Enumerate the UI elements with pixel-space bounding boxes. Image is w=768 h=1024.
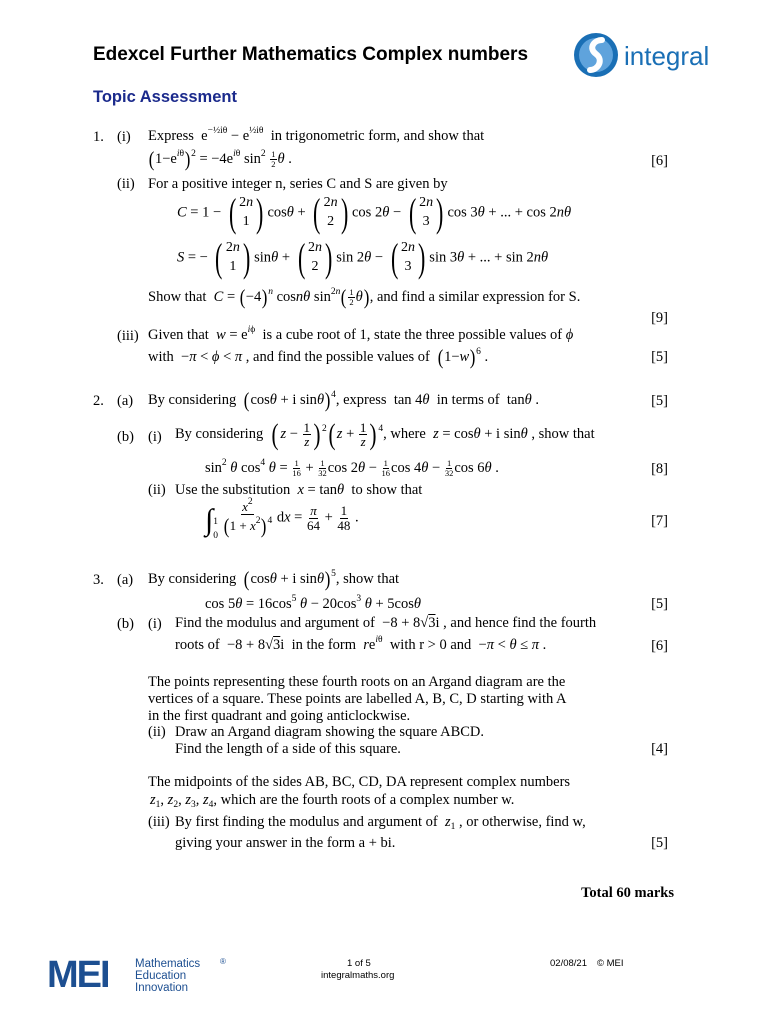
- q1-i-formula: $(1-e^{i\theta})^2 = -4e^{i\theta}$ $\sin^2$ $\frac{1}{2}$ θ .: [148, 147, 292, 171]
- q3-b-para2-line2: $z_1$, $z_2$, $z_3$, $z_4$, which are the fourth roots of a complex number w.: [150, 792, 515, 810]
- q2-b-i-formula: $\sin^2 \theta$ $\cos^4 \theta$ = $\frac{1}{16}$ + $\frac{1}{32}$ cos 2θ − $\frac{1}{16}$ cos 4θ − $\frac{1}{32}$ cos 6θ .: [205, 457, 499, 478]
- total-marks: Total 60 marks: [581, 885, 674, 901]
- q2-b-ii-integral: ∫ 1 0 $\frac{x^2}{(1 + x^2)^4}$ dx = $\frac{\pi}{64}$ + $\frac{1}{48}$ .: [205, 497, 359, 541]
- integral-wordmark: integral: [624, 41, 710, 71]
- q3-number: 3.: [93, 572, 104, 588]
- q2-b-i-label: (i): [148, 429, 162, 445]
- q3-b-label: (b): [117, 616, 134, 632]
- q3-a-label: (a): [117, 572, 134, 588]
- q3-b-para1-line2: vertices of a square. These points are labelled A, B, C, D starting with A: [148, 691, 567, 707]
- q3-b-para1-line1: The points representing these fourth roots on an Argand diagram are the: [148, 674, 566, 690]
- q3-b-ii-line2: Find the length of a side of this square.: [175, 741, 401, 757]
- integral-logo: [572, 30, 732, 80]
- q3-b-i-line1: Find the modulus and argument of −8 + 8√3i , and hence find the fourth: [175, 615, 597, 631]
- q1-ii-label: (ii): [117, 176, 135, 192]
- mei-logo-mark: MEI: [47, 954, 109, 996]
- q2-a-mark: [5]: [651, 393, 668, 409]
- q2-b-i-text: By considering ( z − $\frac{1}{z}$ ) $^2$( z + $\frac{1}{z}$ ) $^4$, where z = cosθ + i sinθ , show that: [175, 418, 595, 451]
- q1-iii-line1: Given that $w = e^{i\phi}$ is a cube root of 1, state the three possible values of ϕ: [148, 325, 574, 343]
- q3-b-i-label: (i): [148, 616, 162, 632]
- q3-b-para1-line3: in the first quadrant and going anticlockwise.: [148, 708, 411, 724]
- q3-b-iii-line2: giving your answer in the form a + bi.: [175, 835, 396, 851]
- q3-b-i-mark: [6]: [651, 638, 668, 654]
- footer-date: 02/08/21: [550, 958, 587, 969]
- q3-b-i-line2: roots of −8 + 8√3i in the form $re^{i\theta}$ with r > 0 and −π < θ ≤ π .: [175, 635, 547, 653]
- q3-b-para2-line1: The midpoints of the sides AB, BC, CD, DA represent complex numbers: [148, 774, 571, 790]
- q1-ii-text: For a positive integer n, series C and S are given by: [148, 176, 448, 192]
- topic-assessment-heading: Topic Assessment: [93, 88, 237, 106]
- q3-b-ii-mark: [4]: [651, 741, 668, 757]
- page-number: 1 of 5: [347, 958, 371, 969]
- q3-a-text: By considering (cosθ + i sinθ)$^5$, show that: [148, 567, 400, 591]
- mei-logo-line1: Mathematics: [135, 958, 201, 970]
- q3-b-iii-mark: [5]: [651, 835, 668, 851]
- q1-ii-show: Show that $C = (-4)^n$ cosnθ $\sin^{2n}$( $\frac{1}{2}$ θ), and find a similar expression for S.: [148, 285, 581, 309]
- q1-i-line1: Express $e^{-\frac{1}{2}i\theta} - e^{\frac{1}{2}i\theta}$ in trigonometric form, and show that: [148, 126, 485, 144]
- q1-iii-label: (iii): [117, 328, 139, 344]
- footer-site: integralmaths.org: [321, 970, 395, 981]
- q1-ii-mark: [9]: [651, 310, 668, 326]
- q3-b-ii-line1: Draw an Argand diagram showing the square ABCD.: [175, 724, 485, 740]
- q2-b-ii-mark: [7]: [651, 513, 668, 529]
- q2-b-ii-text: Use the substitution x = tanθ to show that: [175, 482, 423, 498]
- footer-copyright: © MEI: [597, 958, 624, 969]
- mei-logo-line2: Education: [135, 970, 187, 982]
- mei-registered-mark: ®: [220, 957, 226, 966]
- mei-logo-line3: Innovation: [135, 982, 189, 994]
- q2-b-i-mark: [8]: [651, 461, 668, 477]
- mei-logo: [47, 954, 247, 996]
- q2-a-label: (a): [117, 393, 134, 409]
- q3-b-iii-line1: By first finding the modulus and argument of $z_1$ , or otherwise, find w,: [175, 814, 586, 832]
- q1-ii-series-c: C = 1 − ( 2n 1 ) cosθ + ( 2n 2 ) cos 2θ − ( 2n 3 ) cos 3θ + ... + cos 2nθ: [177, 190, 572, 235]
- q1-i-mark: [6]: [651, 153, 668, 169]
- q3-b-ii-label: (ii): [148, 724, 166, 740]
- q3-b-iii-label: (iii): [148, 814, 170, 830]
- q1-iii-line2: with −π < ϕ < π , and find the possible values of $(1-w)^6$ .: [148, 345, 489, 369]
- q3-a-formula: $\cos 5\theta = 16\cos^5$ $\theta - 20\cos^3$ θ + 5cosθ: [205, 594, 422, 612]
- q2-a-text: By considering (cosθ + i sinθ)$^4$, express tan 4θ in terms of tanθ .: [148, 388, 539, 412]
- q1-ii-series-s: S = − ( 2n 1 ) sinθ + ( 2n 2 ) sin 2θ − ( 2n 3 ) sin 3θ + ... + sin 2nθ: [177, 235, 549, 280]
- q1-i-label: (i): [117, 129, 131, 145]
- q2-b-label: (b): [117, 429, 134, 445]
- q1-iii-mark: [5]: [651, 349, 668, 365]
- integral-swirl-icon: [572, 30, 622, 80]
- q2-number: 2.: [93, 393, 104, 409]
- q2-b-ii-label: (ii): [148, 482, 166, 498]
- q1-number: 1.: [93, 129, 104, 145]
- document-title: Edexcel Further Mathematics Complex numbers: [93, 44, 529, 65]
- q3-a-mark: [5]: [651, 596, 668, 612]
